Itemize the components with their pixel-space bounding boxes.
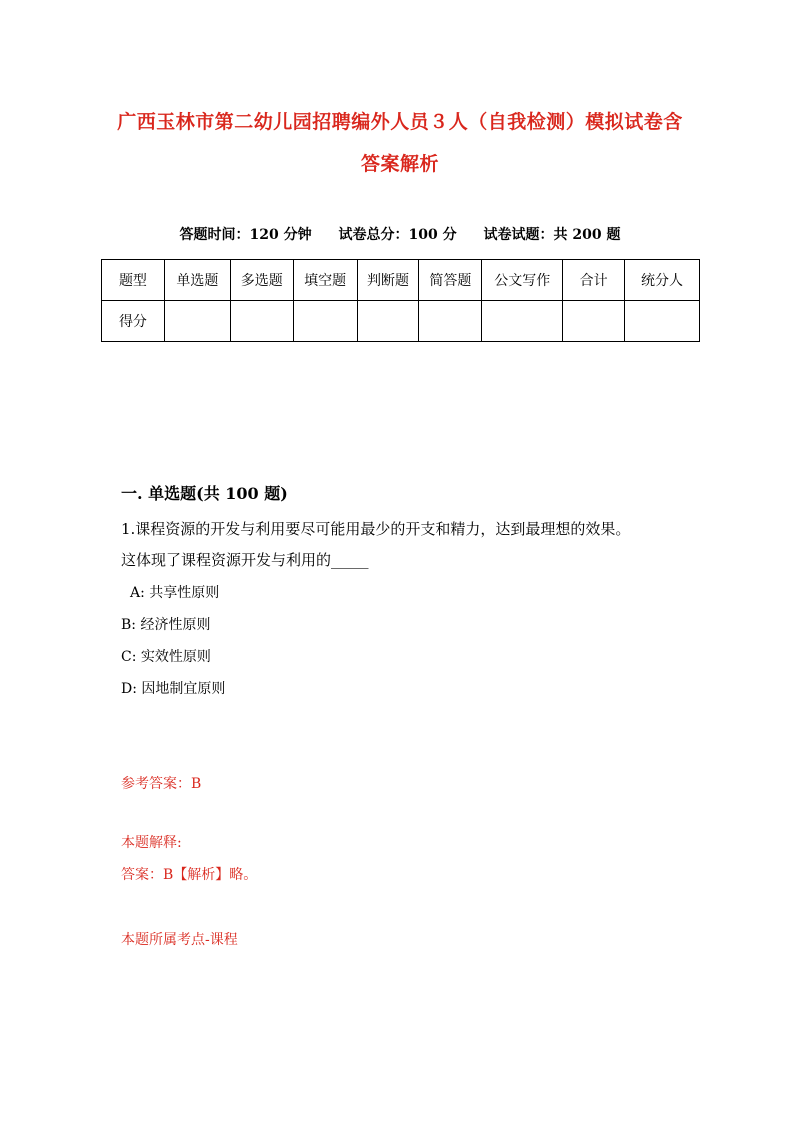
header-cell: 简答题 [419,260,482,301]
section-title: 一. 单选题(共 100 题) [121,484,288,503]
exam-meta [0,224,800,244]
score-cell [419,301,482,342]
question-text-line1: 1.课程资源的开发与利用要尽可能用最少的开支和精力，达到最理想的效果。 [121,520,631,538]
score-cell [563,301,625,342]
score-table [101,259,700,342]
header-cell: 填空题 [293,260,357,301]
header-cell: 判断题 [357,260,419,301]
score-cell [293,301,357,342]
exam-total-score: 试卷总分：100 分 [338,227,457,243]
score-cell [482,301,563,342]
explanation-body: 答案：B【解析】略。 [121,867,258,883]
score-cell [625,301,700,342]
explanation-title: 本题解释: [121,835,182,851]
score-row-label: 得分 [102,301,165,342]
score-cell [230,301,293,342]
header-cell: 公文写作 [482,260,563,301]
exam-question-count: 试卷试题：共 200 题 [483,227,621,243]
option-d: D: 因地制宜原则 [121,681,226,697]
header-cell: 题型 [102,260,165,301]
score-cell [357,301,419,342]
score-table-score-row [102,301,700,342]
exam-title-line2: 答案解析 [360,153,439,175]
score-table-header-row [102,260,700,301]
header-cell: 多选题 [230,260,293,301]
exam-time: 答题时间：120 分钟 [179,227,312,243]
header-cell: 单选题 [164,260,230,301]
header-cell: 合计 [563,260,625,301]
question-text-line2: 这体现了课程资源开发与利用的_____ [121,551,369,569]
score-cell [164,301,230,342]
exam-title-line1: 广西玉林市第二幼儿园招聘编外人员３人（自我检测）模拟试卷含 [117,111,683,133]
option-b: B: 经济性原则 [121,617,211,633]
reference-answer: 参考答案：B [121,776,202,792]
header-cell: 统分人 [625,260,700,301]
option-c: C: 实效性原则 [121,649,211,665]
option-a: A: 共享性原则 [130,585,220,601]
question-topic: 本题所属考点-课程 [121,932,238,948]
